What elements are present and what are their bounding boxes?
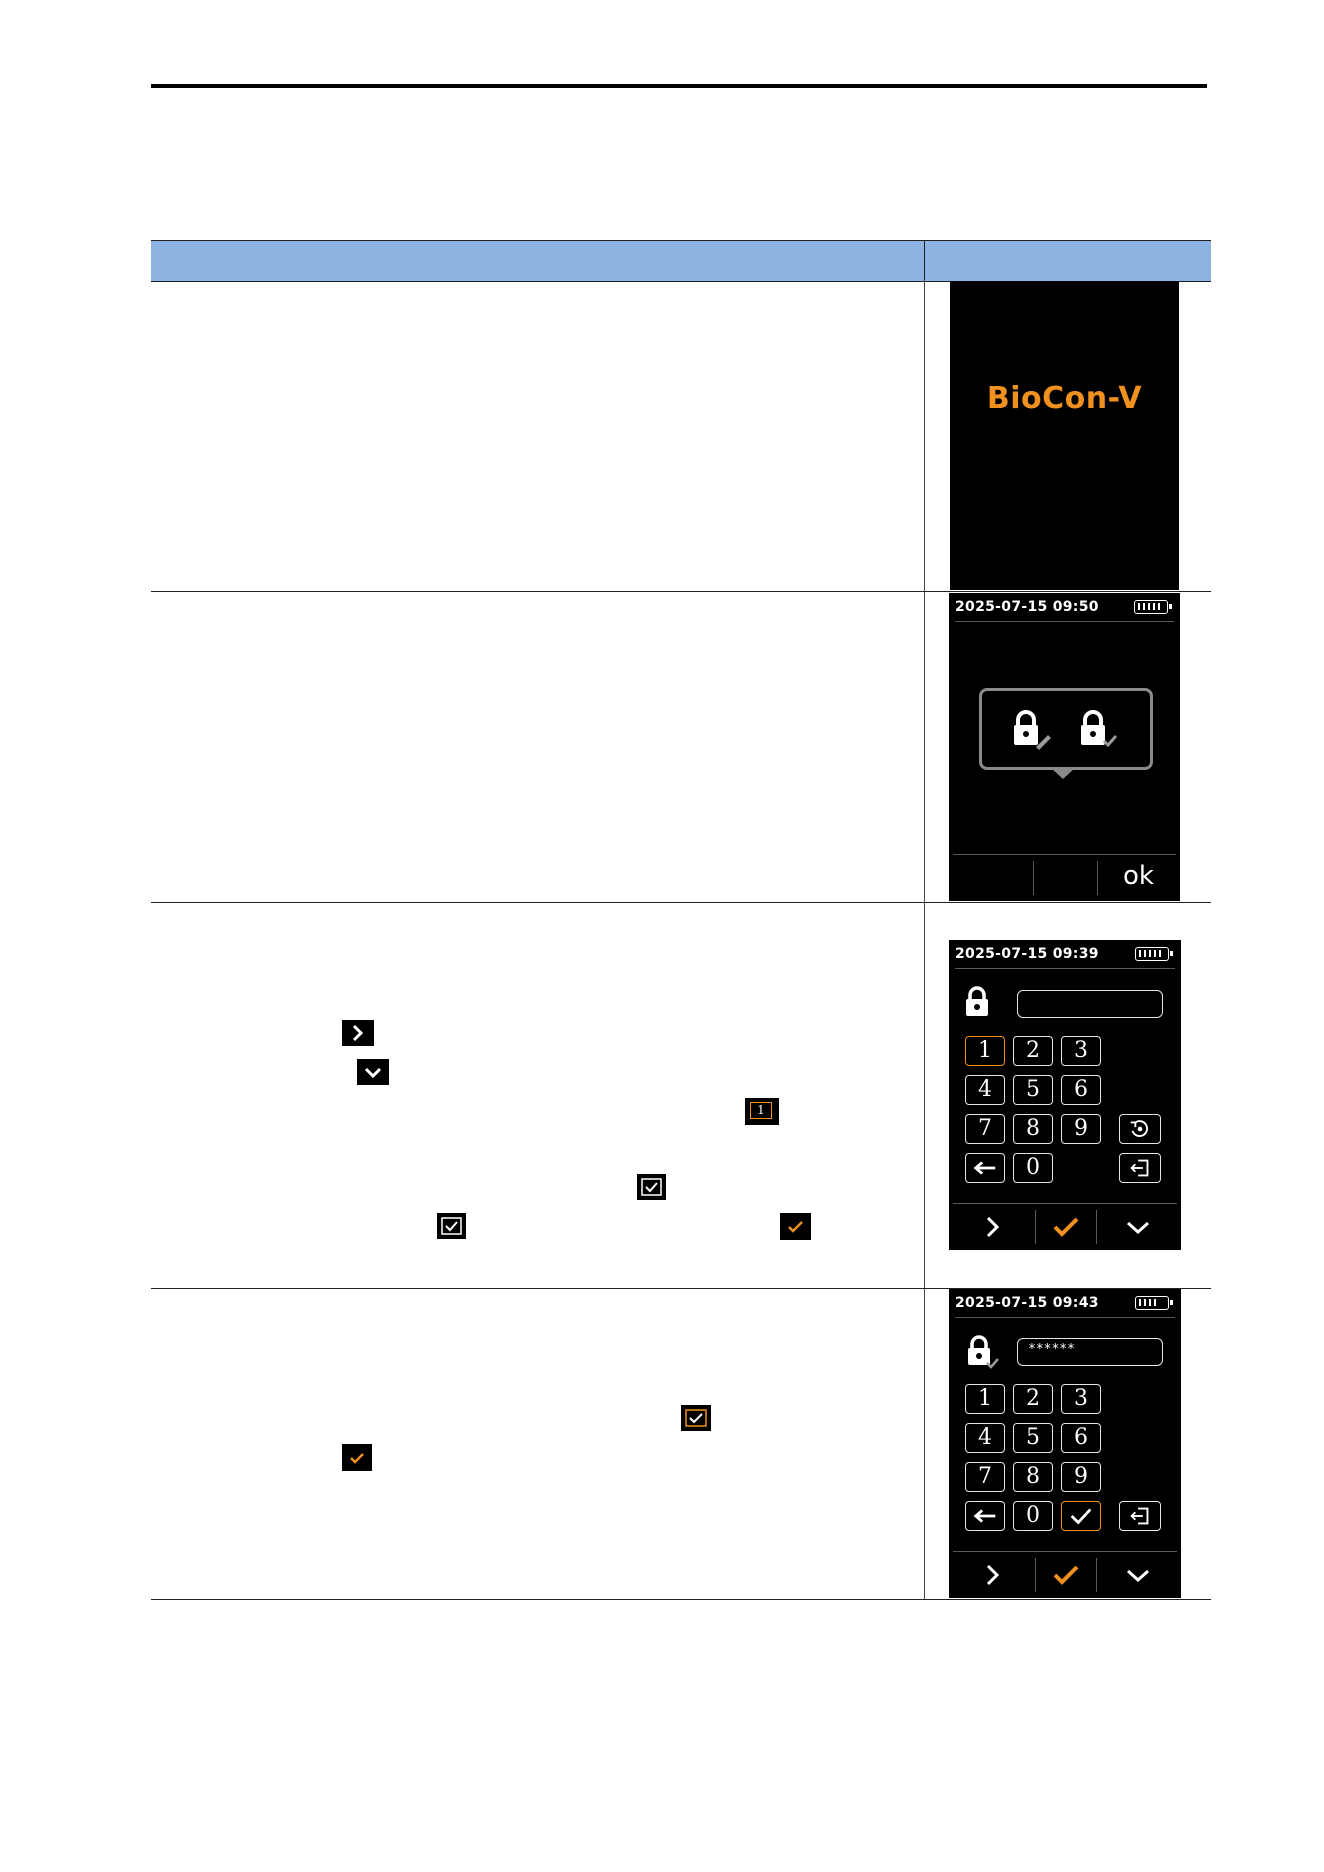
backspace-key[interactable] bbox=[965, 1501, 1005, 1531]
pin-confirm-screen bbox=[949, 1289, 1181, 1598]
backspace-key[interactable] bbox=[965, 1153, 1005, 1183]
status-bar bbox=[955, 940, 1175, 969]
row-divider-4 bbox=[151, 1599, 1211, 1600]
key-8[interactable]: 8 bbox=[1013, 1462, 1053, 1492]
key-6[interactable]: 6 bbox=[1061, 1075, 1101, 1105]
check-icon bbox=[637, 1174, 666, 1200]
lock-check-icon[interactable] bbox=[1077, 709, 1121, 751]
exit-key[interactable] bbox=[1119, 1153, 1161, 1183]
key-2[interactable]: 2 bbox=[1013, 1036, 1053, 1066]
softkey-separator bbox=[1033, 861, 1034, 895]
reset-icon bbox=[1120, 1115, 1160, 1143]
check-icon bbox=[1062, 1502, 1100, 1530]
key-5[interactable]: 5 bbox=[1013, 1423, 1053, 1453]
backspace-icon bbox=[966, 1154, 1004, 1182]
chevron-right-icon[interactable] bbox=[977, 1560, 1007, 1590]
softkey-separator bbox=[1035, 1210, 1036, 1244]
reset-key[interactable] bbox=[1119, 1114, 1161, 1144]
softkey-bar bbox=[953, 1203, 1177, 1250]
key-6[interactable]: 6 bbox=[1061, 1423, 1101, 1453]
page-top-rule bbox=[151, 84, 1207, 88]
battery-icon bbox=[1134, 600, 1168, 614]
status-bar bbox=[955, 593, 1174, 622]
lock-icon bbox=[963, 986, 991, 1018]
chevron-down-icon[interactable] bbox=[1123, 1212, 1153, 1242]
softkey-bar bbox=[953, 1551, 1177, 1598]
confirm-key[interactable] bbox=[1061, 1501, 1101, 1531]
table-column-divider bbox=[924, 280, 925, 1600]
key-1[interactable]: 1 bbox=[965, 1036, 1005, 1066]
lock-option-bubble bbox=[979, 688, 1153, 770]
pin-input[interactable]: ****** bbox=[1017, 1338, 1163, 1366]
digit-key-label: 1 bbox=[750, 1102, 772, 1119]
chevron-right-icon bbox=[342, 1020, 374, 1046]
key-5[interactable]: 5 bbox=[1013, 1075, 1053, 1105]
bubble-pointer bbox=[1051, 768, 1075, 779]
status-time: 2025-07-15 09:39 bbox=[955, 946, 1099, 962]
status-time: 2025-07-15 09:43 bbox=[955, 1295, 1099, 1311]
digit-key-icon bbox=[745, 1098, 779, 1125]
softkey-separator bbox=[1097, 861, 1098, 895]
key-9[interactable]: 9 bbox=[1061, 1462, 1101, 1492]
check-icon bbox=[437, 1213, 466, 1239]
key-7[interactable]: 7 bbox=[965, 1462, 1005, 1492]
pin-input[interactable] bbox=[1017, 990, 1163, 1018]
softkey-ok[interactable]: ok bbox=[1123, 861, 1154, 891]
header-column-separator bbox=[924, 241, 925, 281]
check-icon bbox=[780, 1213, 811, 1240]
softkey-separator bbox=[1035, 1558, 1036, 1592]
brand-logo-text: BioCon-V bbox=[986, 381, 1143, 416]
key-4[interactable]: 4 bbox=[965, 1075, 1005, 1105]
key-2[interactable]: 2 bbox=[1013, 1384, 1053, 1414]
table-header bbox=[151, 240, 1211, 282]
key-3[interactable]: 3 bbox=[1061, 1036, 1101, 1066]
exit-key[interactable] bbox=[1119, 1501, 1161, 1531]
key-9[interactable]: 9 bbox=[1061, 1114, 1101, 1144]
battery-icon bbox=[1135, 947, 1169, 961]
softkey-separator bbox=[1096, 1210, 1097, 1244]
key-7[interactable]: 7 bbox=[965, 1114, 1005, 1144]
exit-icon bbox=[1120, 1154, 1160, 1182]
key-0[interactable]: 0 bbox=[1013, 1501, 1053, 1531]
check-icon bbox=[681, 1405, 711, 1431]
pin-entry-screen bbox=[949, 940, 1181, 1250]
key-8[interactable]: 8 bbox=[1013, 1114, 1053, 1144]
check-icon bbox=[342, 1444, 372, 1471]
chevron-down-icon[interactable] bbox=[1123, 1560, 1153, 1590]
chevron-down-icon bbox=[357, 1059, 389, 1085]
check-icon[interactable] bbox=[1051, 1560, 1081, 1590]
lock-edit-icon[interactable] bbox=[1010, 709, 1054, 751]
row-divider-1 bbox=[151, 591, 1211, 592]
status-bar bbox=[955, 1289, 1175, 1318]
status-time: 2025-07-15 09:50 bbox=[955, 599, 1099, 615]
lock-check-icon bbox=[965, 1335, 1001, 1371]
key-3[interactable]: 3 bbox=[1061, 1384, 1101, 1414]
lock-mode-screen bbox=[949, 593, 1180, 901]
softkey-separator bbox=[1096, 1558, 1097, 1592]
exit-icon bbox=[1120, 1502, 1160, 1530]
chevron-right-icon[interactable] bbox=[977, 1212, 1007, 1242]
backspace-icon bbox=[966, 1502, 1004, 1530]
softkey-bar bbox=[953, 854, 1176, 901]
key-1[interactable]: 1 bbox=[965, 1384, 1005, 1414]
check-icon[interactable] bbox=[1051, 1212, 1081, 1242]
row-divider-2 bbox=[151, 902, 1211, 903]
key-0[interactable]: 0 bbox=[1013, 1153, 1053, 1183]
key-4[interactable]: 4 bbox=[965, 1423, 1005, 1453]
battery-icon bbox=[1135, 1296, 1169, 1310]
splash-screen bbox=[950, 281, 1179, 590]
